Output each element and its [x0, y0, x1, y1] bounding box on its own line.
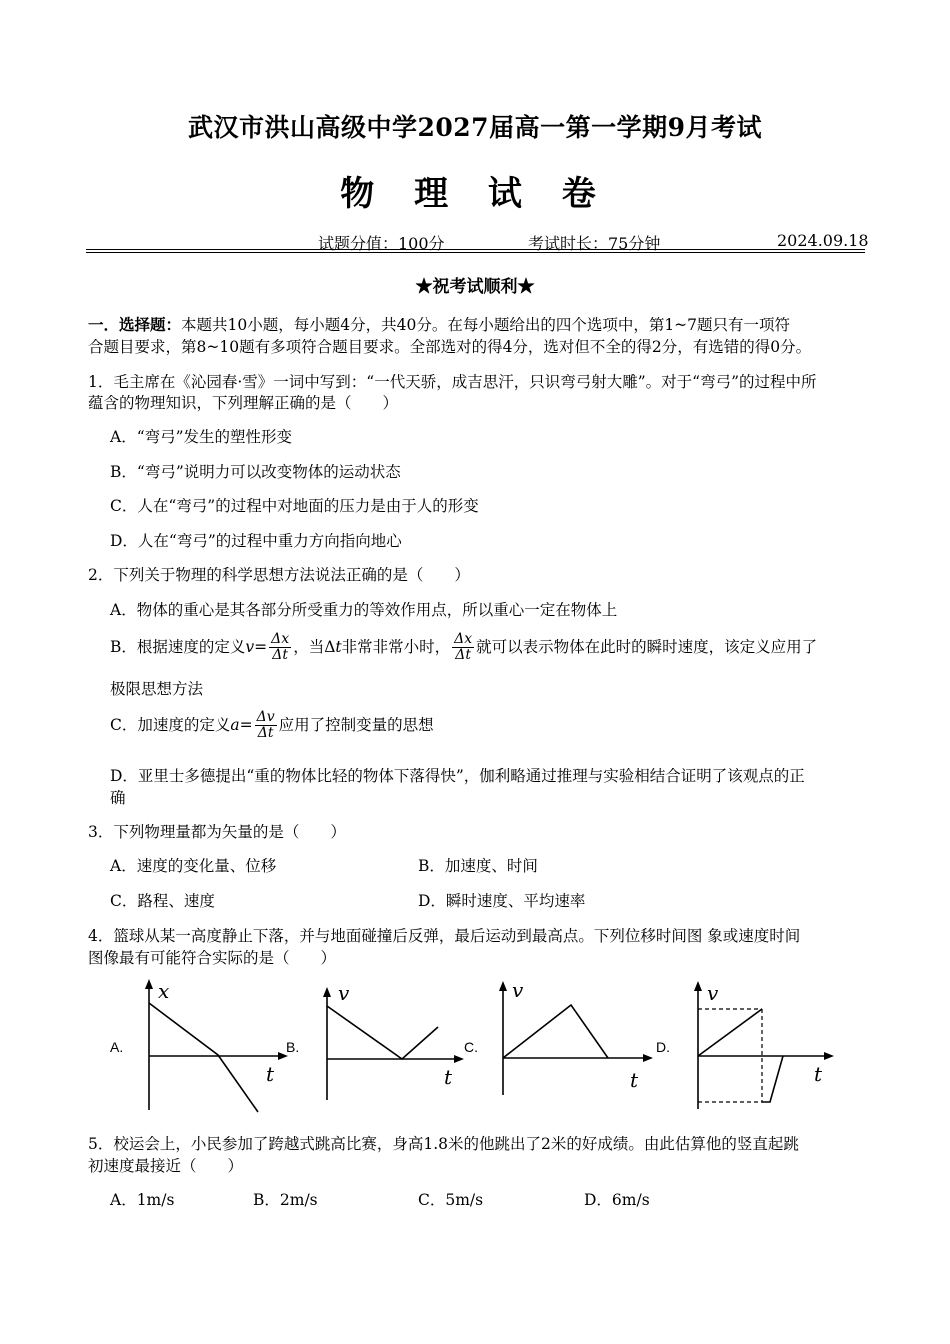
- graph-d-label: D.: [656, 1039, 670, 1055]
- q2-stem: 2．下列关于物理的科学思想方法说法正确的是（ ）: [88, 566, 470, 584]
- graph-c-curve: [503, 1005, 608, 1058]
- fraction-numerator: Δv: [256, 709, 275, 725]
- q5-option-b: B．2m/s: [253, 1191, 318, 1209]
- time-symbol: t: [335, 637, 342, 656]
- good-luck-banner: ★祝考试顺利★: [415, 277, 535, 297]
- fraction-denominator: Δt: [257, 725, 274, 742]
- q1-option-c: C．人在“弯弓”的过程中对地面的压力是由于人的形变: [110, 497, 479, 515]
- y-axis-arrow: [499, 981, 507, 991]
- exam-title: 武汉市洪山高级中学2027届高一第一学期9月考试: [188, 113, 762, 142]
- velocity-fraction: [269, 632, 291, 664]
- graph-d-rise: [698, 1009, 762, 1056]
- q2-c-text-1: C．加速度的定义: [110, 715, 231, 734]
- x-axis-label: t: [266, 1062, 275, 1086]
- q2-option-c: [110, 710, 434, 742]
- subject-title: 物 理 试 卷: [340, 174, 610, 214]
- y-axis-arrow: [145, 979, 153, 989]
- fraction-denominator: Δt: [272, 647, 289, 664]
- q4-graph-a: [100, 975, 290, 1115]
- q3-option-c: C．路程、速度: [110, 892, 215, 910]
- q1-stem-line2: 蕴含的物理知识，下列理解正确的是（ ）: [88, 394, 399, 412]
- section-desc-1: 本题共10小题，每小题4分，共40分。在每小题给出的四个选项中，第1~7题只有一项符: [181, 316, 791, 334]
- x-axis-label: t: [814, 1062, 823, 1086]
- q1-stem-line1: 1．毛主席在《沁园春·雪》一词中写到：“一代天骄，成吉思汗，只识弯弓射大雕”。对于“弯弓”的过程中所: [88, 373, 817, 391]
- header-divider-secondary: [86, 252, 865, 253]
- y-axis-arrow: [323, 987, 331, 997]
- duration-info: 考试时长：75分钟: [528, 234, 661, 253]
- q5-option-a: A．1m/s: [110, 1191, 175, 1209]
- q4-stem-line2: 图像最有可能符合实际的是（ ）: [88, 949, 337, 967]
- q1-option-b: B．“弯弓”说明力可以改变物体的运动状态: [110, 463, 401, 481]
- graph-a-label: A.: [110, 1039, 124, 1055]
- score-info: 试题分值：100分: [318, 234, 445, 253]
- equals-sign: =: [239, 715, 253, 734]
- q2-option-b: [110, 632, 817, 664]
- q1-option-a: A．“弯弓”发生的塑性形变: [110, 428, 293, 446]
- q2-b-text-4: 就可以表示物体在此时的瞬时速度，该定义应用了: [476, 637, 818, 656]
- fraction-numerator: Δx: [454, 631, 473, 647]
- section-desc-2: 合题目要求，第8~10题有多项符合题目要求。全部选对的得4分，选对但不全的得2分，有选错的得0分。: [88, 338, 812, 356]
- q2-option-d-line2: 确: [110, 789, 126, 807]
- q2-b-text-2: ，当Δ: [293, 637, 336, 656]
- q2-option-d-line1: D．亚里士多德提出“重的物体比轻的物体下落得快”，伽利略通过推理与实验相结合证明了该观点的正: [110, 767, 805, 785]
- acceleration-symbol: a: [230, 715, 240, 734]
- equals-sign: =: [254, 637, 268, 656]
- velocity-symbol: v: [245, 637, 255, 656]
- q4-graph-b: [280, 975, 470, 1115]
- q4-stem-line1: 4．篮球从某一高度静止下落，并与地面碰撞后反弹，最后运动到最高点。下列位移时间图 象或速度时间: [88, 927, 801, 945]
- q2-c-text-2: 应用了控制变量的思想: [278, 715, 434, 734]
- graph-b-label: B.: [286, 1039, 300, 1055]
- q4-graph-c: [458, 975, 658, 1115]
- graph-a-curve: [149, 1003, 258, 1112]
- q2-option-b-line2: 极限思想方法: [110, 680, 204, 698]
- q2-b-text-1: B．根据速度的定义: [110, 637, 246, 656]
- y-axis-label: x: [158, 979, 170, 1003]
- q3-option-b: B．加速度、时间: [418, 857, 538, 875]
- y-axis-arrow: [694, 981, 702, 991]
- q2-b-text-3: 非常非常小时，: [341, 637, 451, 656]
- y-axis-label: v: [707, 981, 719, 1005]
- q5-stem-line2: 初速度最接近（ ）: [88, 1157, 244, 1175]
- fraction-numerator: Δx: [271, 631, 290, 647]
- acceleration-fraction: [255, 710, 277, 742]
- q3-option-d: D．瞬时速度、平均速率: [418, 892, 586, 910]
- graph-c-label: C.: [464, 1039, 478, 1055]
- q4-graph-d: [650, 975, 850, 1115]
- q3-option-a: A．速度的变化量、位移: [110, 857, 277, 875]
- x-axis-label: t: [630, 1068, 639, 1092]
- graph-d-rebound: [762, 1056, 783, 1102]
- q1-option-d: D．人在“弯弓”的过程中重力方向指向地心: [110, 532, 402, 550]
- q3-stem: 3．下列物理量都为矢量的是（ ）: [88, 823, 346, 841]
- section-label: 一．选择题：: [88, 315, 182, 334]
- velocity-fraction-2: [452, 632, 474, 664]
- y-axis-label: v: [338, 981, 350, 1005]
- q2-option-a: A．物体的重心是其各部分所受重力的等效作用点，所以重心一定在物体上: [110, 601, 618, 619]
- q5-stem-line1: 5．校运会上，小民参加了跨越式跳高比赛，身高1.8米的他跳出了2米的好成绩。由此估算他的竖直起跳: [88, 1135, 799, 1153]
- graph-b-curve: [327, 1006, 438, 1059]
- x-axis-label: t: [444, 1065, 453, 1089]
- x-axis-arrow: [824, 1052, 834, 1060]
- header-divider: [86, 249, 865, 250]
- q5-option-c: C．5m/s: [418, 1191, 484, 1209]
- y-axis-label: v: [512, 978, 524, 1002]
- fraction-denominator: Δt: [455, 647, 472, 664]
- section-intro-line1: [88, 313, 790, 335]
- q5-option-d: D．6m/s: [584, 1191, 650, 1209]
- exam-date: 2024.09.18: [777, 231, 869, 250]
